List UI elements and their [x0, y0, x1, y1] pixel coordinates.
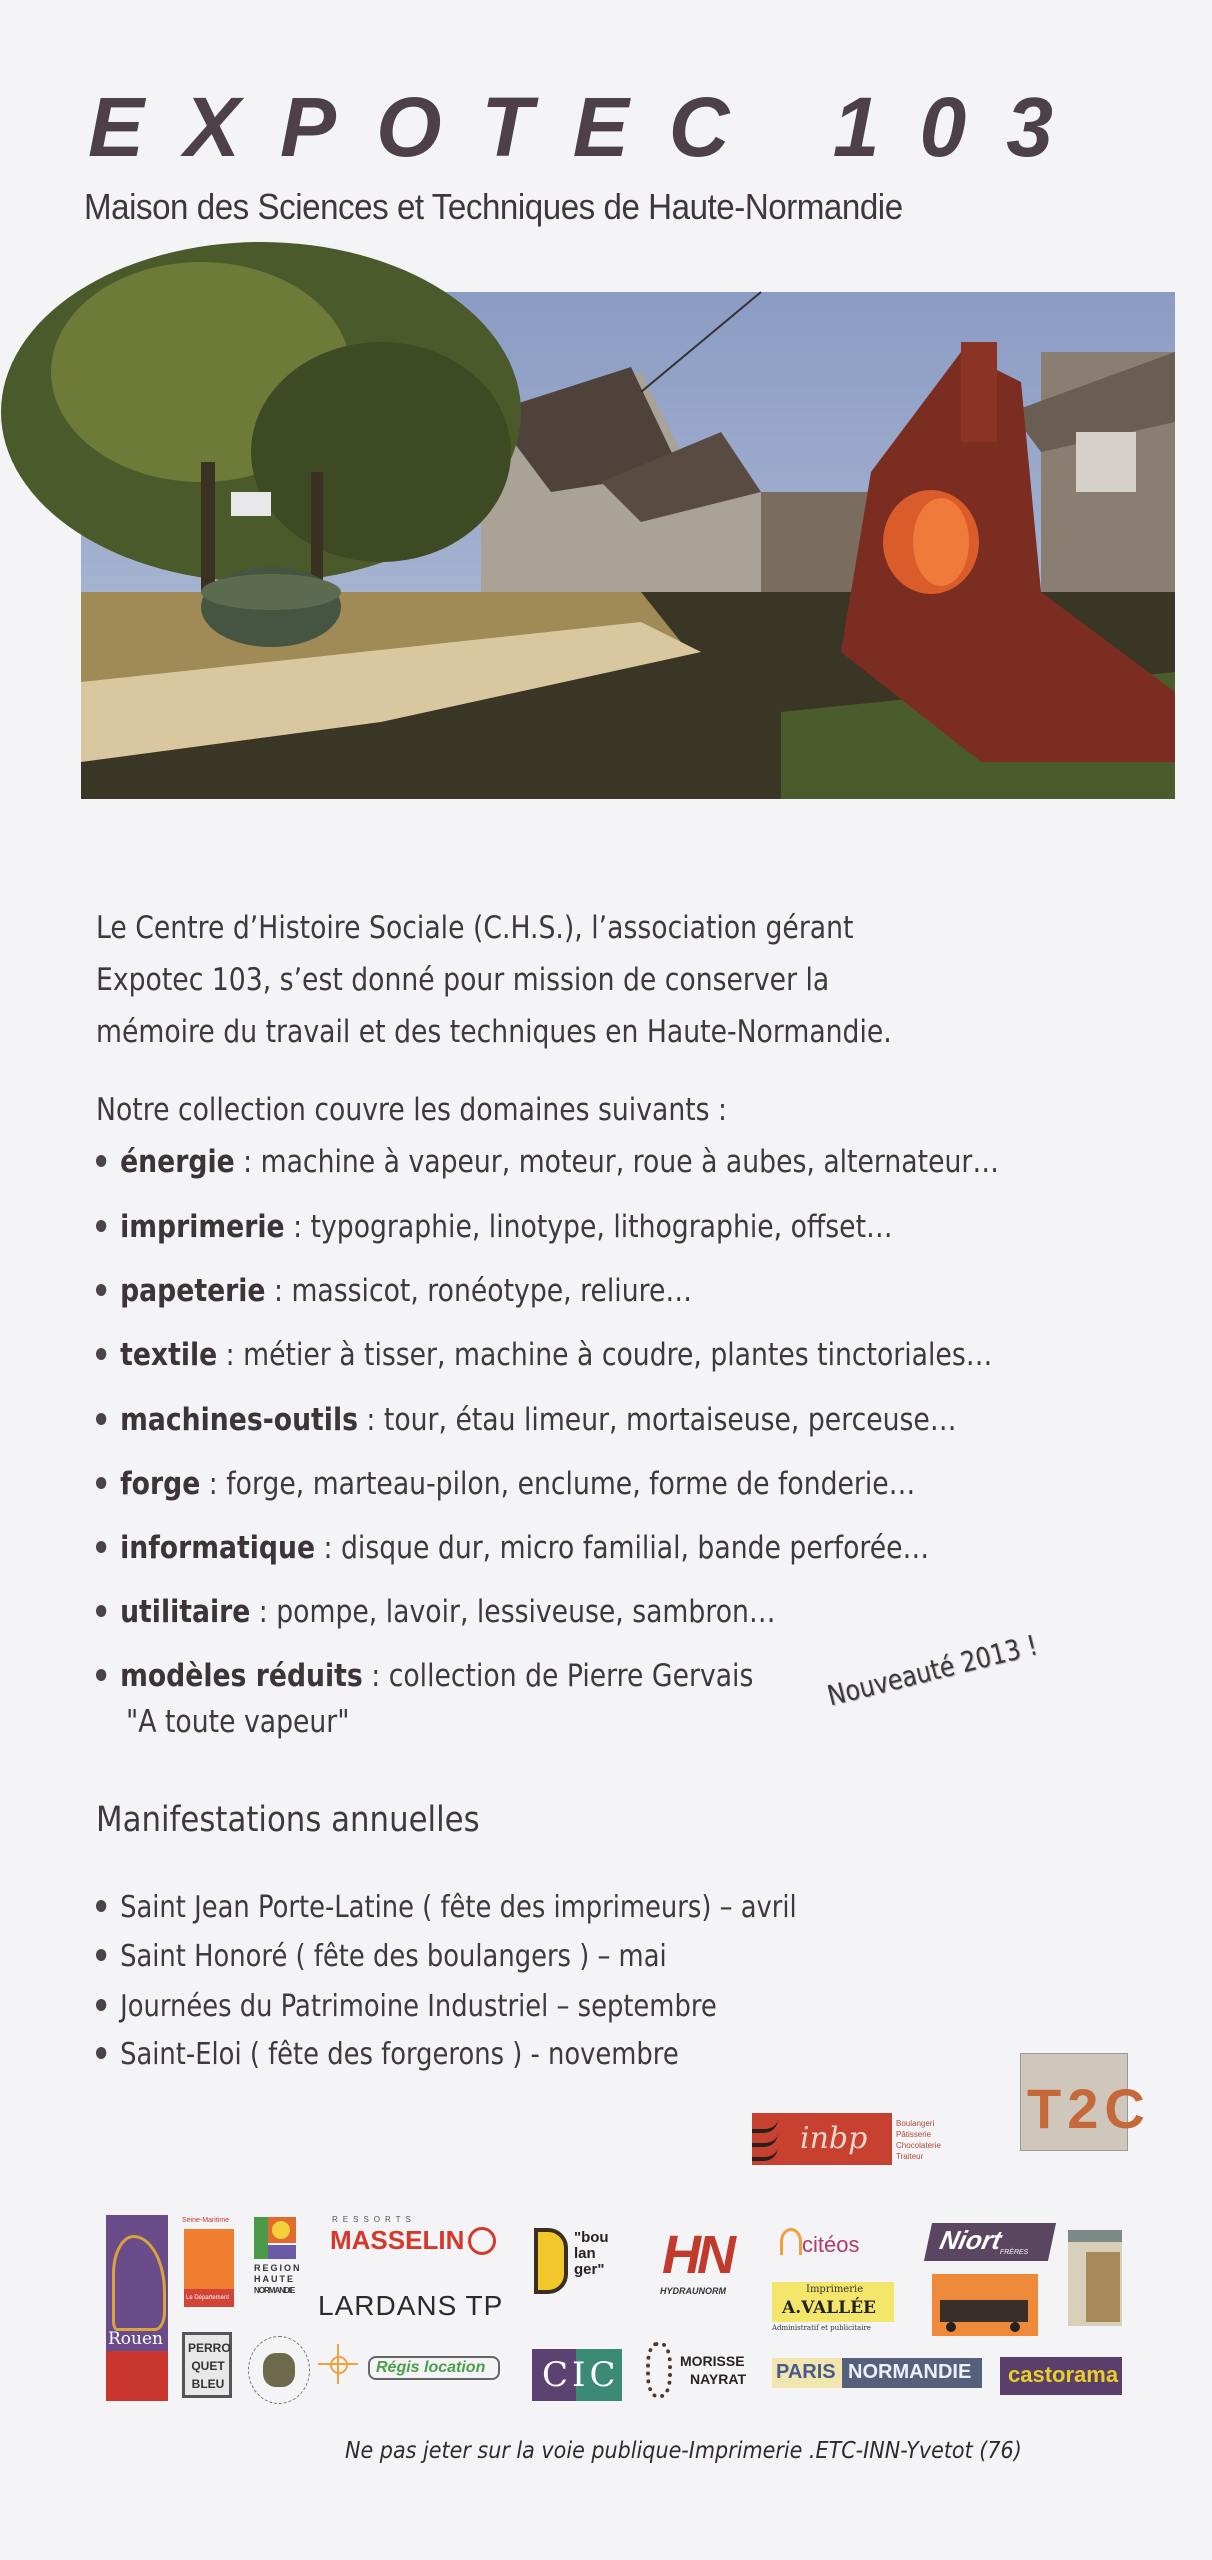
inbp-subtitle: [896, 2118, 960, 2166]
page-subtitle: Maison des Sciences et Techniques de Haute-Normandie: [84, 186, 903, 227]
regis-location-logo: [368, 2356, 500, 2380]
domain-desc: : métier à tisser, machine à coudre, plantes tinctoriales…: [217, 1337, 993, 1373]
castorama-name: castorama: [1008, 2362, 1119, 2387]
sun-icon: [318, 2344, 358, 2384]
citeos-logo: [774, 2214, 894, 2264]
boulanger-text: [574, 2230, 609, 2278]
domain-name: imprimerie: [120, 1209, 285, 1245]
newspaper-logo: [1068, 2230, 1122, 2326]
intro-line: Le Centre d’Histoire Sociale (C.H.S.), l’association gérant: [96, 910, 854, 946]
domain-continuation: "A toute vapeur": [126, 1704, 350, 1740]
event-label: Saint Honoré ( fête des boulangers ) – mai: [120, 1939, 667, 1974]
hydraunorm-mark: HN: [662, 2225, 732, 2285]
intro-line: mémoire du travail et des techniques en Haute-Normandie.: [96, 1014, 892, 1050]
domain-desc: : massicot, ronéotype, reliure…: [265, 1273, 693, 1309]
new-badge: Nouveauté 2013 !: [824, 1628, 1041, 1713]
photo-museum-courtyard-icon: [81, 292, 1175, 799]
bullet-icon: [96, 2047, 106, 2059]
perroquet-line: QUET: [191, 2359, 225, 2373]
event-item: [96, 1888, 797, 1928]
boulanger-line: ger": [574, 2261, 605, 2278]
events-heading: Manifestations annuelles: [96, 1800, 480, 1840]
vallee-name: A.VALLÉE: [782, 2298, 876, 2318]
morisse-text: [680, 2352, 746, 2388]
t2c-name: T2C: [1027, 2077, 1151, 2140]
domain-item: [96, 1335, 992, 1375]
domain-item: [96, 1528, 929, 1568]
t2c-logo: [1020, 2053, 1151, 2151]
domain-item: [96, 1464, 915, 1504]
event-label: Journées du Patrimoine Industriel – septembre: [120, 1989, 717, 2024]
inbp-line: Pâtisserie: [896, 2130, 932, 2139]
bullet-icon: [96, 1155, 106, 1167]
event-item: [96, 1987, 717, 2027]
association-seal-logo: [248, 2336, 310, 2404]
domain-desc: : collection de Pierre Gervais: [362, 1658, 754, 1694]
niort-logo: [924, 2223, 1056, 2261]
hydraunorm-logo: [656, 2225, 752, 2300]
hydraunorm-name: HYDRAUNORM: [660, 2286, 726, 2296]
inbp-line: Boulangeri: [896, 2119, 935, 2128]
domain-item: [96, 1592, 776, 1632]
intro-paragraph: [96, 902, 892, 1058]
perroquet-line: PERRO: [188, 2341, 231, 2355]
morisse-line: MORISSE: [680, 2353, 745, 2369]
perroquet-bleu-logo: [182, 2332, 232, 2398]
bullet-icon: [96, 1413, 106, 1425]
domain-desc: : disque dur, micro familial, bande perforée…: [315, 1530, 930, 1566]
domain-item: [96, 1400, 956, 1440]
rouen-logo: [106, 2215, 168, 2401]
domain-desc: : typographie, linotype, lithographie, offset…: [284, 1209, 893, 1245]
seine-maritime-top: Seine-Maritime: [182, 2217, 230, 2224]
footer-note: Ne pas jeter sur la voie publique-Imprimerie .ETC-INN-Yvetot (76): [345, 2438, 1022, 2464]
paris-text: PARIS: [776, 2361, 836, 2383]
bullet-icon: [96, 1220, 106, 1232]
domain-name: utilitaire: [120, 1594, 251, 1630]
region-text: [254, 2263, 302, 2296]
morisse-nayrat-logo: [644, 2336, 754, 2402]
event-label: Saint Jean Porte-Latine ( fête des imprimeurs) – avril: [120, 1890, 797, 1925]
transport-logo: [932, 2274, 1038, 2336]
domain-name: forge: [120, 1466, 201, 1502]
bullet-icon: [96, 1348, 106, 1360]
domain-name: modèles réduits: [120, 1658, 363, 1694]
niort-name: Niort: [937, 2225, 1005, 2255]
normandie-text: NORMANDIE: [848, 2361, 972, 2383]
domain-item: [96, 1207, 893, 1247]
rouen-name: Rouen: [108, 2329, 163, 2349]
regis-name: Régis location: [376, 2359, 486, 2376]
domain-desc: : tour, étau limeur, mortaiseuse, perceuse…: [357, 1402, 957, 1438]
domain-name: informatique: [120, 1530, 316, 1566]
domain-name: textile: [120, 1337, 218, 1373]
bullet-icon: [96, 1284, 106, 1296]
boulanger-logo: [534, 2228, 624, 2296]
inbp-line: Traiteur: [896, 2152, 924, 2161]
citeos-name: citéos: [802, 2232, 860, 2257]
region-line: HAUTE: [254, 2274, 295, 2284]
bullet-icon: [96, 1999, 106, 2011]
event-label: Saint-Eloi ( fête des forgerons ) - novembre: [120, 2037, 679, 2072]
morisse-line: NAYRAT: [690, 2371, 747, 2387]
bullet-icon: [96, 1477, 106, 1489]
boulanger-line: "bou: [574, 2229, 609, 2246]
perroquet-text: [188, 2339, 231, 2393]
vallee-logo: [772, 2282, 896, 2340]
domain-name: énergie: [120, 1144, 235, 1180]
domain-item: [96, 1142, 999, 1182]
domain-name: machines-outils: [120, 1402, 358, 1438]
boulanger-line: lan: [574, 2245, 596, 2262]
event-item: [96, 2035, 679, 2075]
bullet-icon: [96, 1541, 106, 1553]
domain-item: [96, 1656, 753, 1696]
seine-maritime-logo: [182, 2217, 236, 2309]
domain-desc: : forge, marteau-pilon, enclume, forme de fonderie…: [200, 1466, 916, 1502]
niort-sub: FRÈRES: [999, 2249, 1029, 2256]
region-logo: [252, 2217, 302, 2309]
inbp-name: inbp: [800, 2121, 868, 2156]
domain-desc: : machine à vapeur, moteur, roue à aubes, alternateur…: [234, 1144, 1000, 1180]
museum-photo: [81, 292, 1175, 799]
vallee-top: Imprimerie: [806, 2284, 864, 2295]
event-item: [96, 1937, 667, 1977]
region-line: REGION: [254, 2263, 302, 2273]
collection-heading: Notre collection couvre les domaines suivants :: [96, 1092, 728, 1128]
masselin-top: RESSORTS: [332, 2215, 416, 2224]
bullet-icon: [96, 1949, 106, 1961]
domain-desc: : pompe, lavoir, lessiveuse, sambron…: [250, 1594, 776, 1630]
inbp-logo: [752, 2113, 892, 2165]
page-title: EXPOTEC 103: [88, 80, 1093, 174]
cic-name: CIC: [542, 2355, 620, 2395]
region-line: NORMANDIE: [254, 2286, 295, 2295]
castorama-logo: [1000, 2357, 1122, 2395]
vallee-bottom: Administratif et publicitaire: [772, 2324, 871, 2332]
bullet-icon: [96, 1605, 106, 1617]
masselin-logo: [330, 2215, 500, 2265]
bullet-icon: [96, 1900, 106, 1912]
paris-normandie-logo: [772, 2358, 982, 2388]
lardans-logo: LARDANS TP: [318, 2290, 504, 2321]
cic-logo: [532, 2349, 622, 2401]
intro-line: Expotec 103, s’est donné pour mission de conserver la: [96, 962, 830, 998]
inbp-line: Chocolaterie: [896, 2141, 941, 2150]
domain-name: papeterie: [120, 1273, 266, 1309]
masselin-name: MASSELIN: [330, 2225, 465, 2255]
seine-maritime-bottom: Le Département: [186, 2295, 230, 2301]
bullet-icon: [96, 1669, 106, 1681]
perroquet-line: BLEU: [191, 2377, 225, 2391]
domain-item: [96, 1271, 692, 1311]
